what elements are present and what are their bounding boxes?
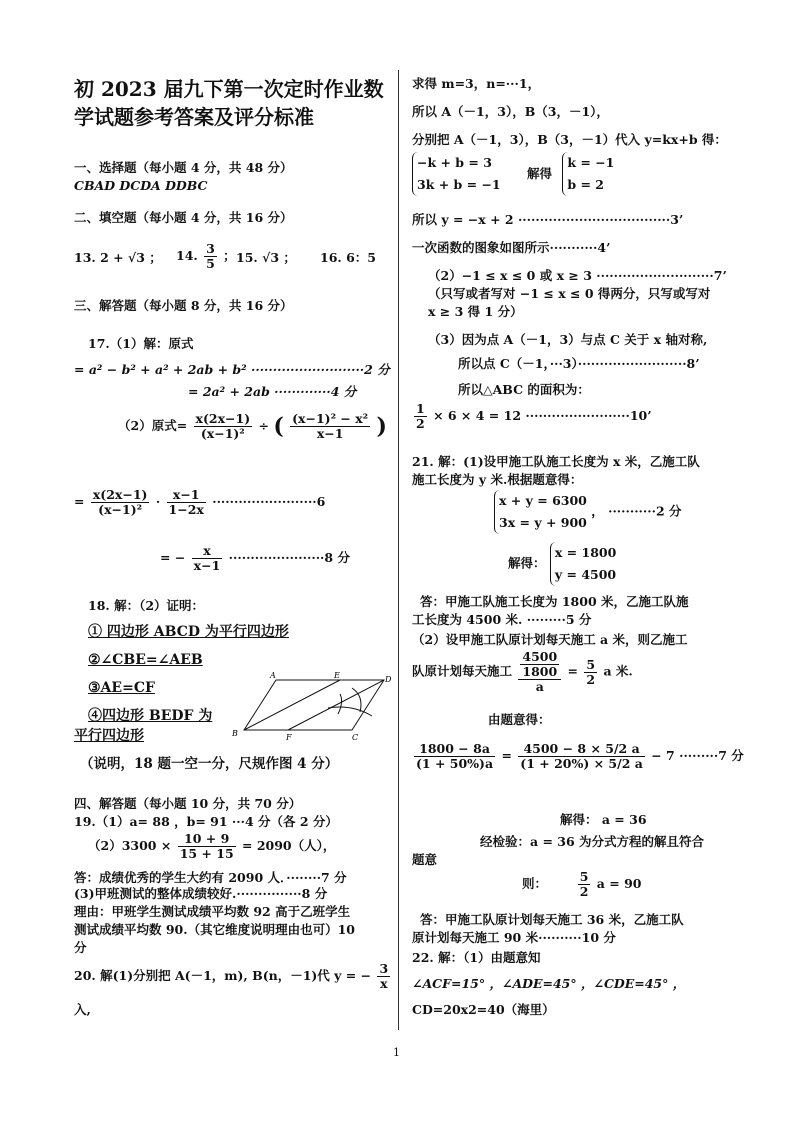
- frac-num: x(2x−1): [195, 411, 251, 426]
- eq: 3k + b = −1: [417, 177, 501, 192]
- r-line-8: x ≥ 3 得 1 分）: [428, 304, 523, 319]
- eq: y = 4500: [554, 567, 617, 582]
- q17-3-frac-2: [167, 488, 206, 517]
- q21-ans-2: 工长度为 4500 米. ·········5 分: [412, 612, 592, 627]
- r-line-6: （2）−1 ≤ x ≤ 0 或 x ≥ 3 ···························7’: [428, 268, 727, 283]
- frac-num: (x−1)² − x²: [292, 411, 369, 426]
- fill-q14: [176, 242, 236, 271]
- q19-2-prefix: （2）3300 ×: [88, 838, 172, 853]
- frac-den: 2: [416, 416, 425, 431]
- eq: −k + b = 3: [417, 155, 492, 170]
- q17-1: 17.（1）解：原式: [88, 336, 194, 351]
- q17-2: [118, 412, 387, 441]
- five-half-frac: [584, 658, 597, 687]
- q19-2: [88, 832, 335, 861]
- r12-tail: × 6 × 4 = 12 ························10’: [433, 408, 652, 423]
- q14-den: 5: [206, 256, 215, 271]
- r-line-7: （只写或者写对 −1 ≤ x ≤ 0 得两分，只写或写对: [428, 286, 711, 301]
- paren-open: (: [273, 413, 284, 440]
- fill-q13: 13. 2 + √3 ；: [74, 250, 162, 265]
- q18-item-1: ① 四边形 ABCD 为平行四边形: [88, 624, 289, 640]
- q19-2-tail: = 2090（人），: [242, 838, 336, 853]
- r-line-3: 分别把 A（－1，3），B（3，－1）代入 y=kx+b 得：: [412, 132, 727, 147]
- q17-line2: = 2a² + 2ab ·············4 分: [188, 384, 357, 399]
- q17-4-prefix: = −: [160, 550, 186, 565]
- section-fill: 二、填空题（每小题 4 分，共 16 分）: [74, 210, 293, 225]
- q21-line-1: 21. 解：(1)设甲施工队施工长度为 x 米，乙施工队: [412, 454, 700, 469]
- q17-3-frac-1: [91, 488, 150, 517]
- sys4-label: 解得：: [508, 555, 546, 571]
- q22-line-3: CD=20x2=40（海里）: [412, 1002, 555, 1017]
- frac-num: 10 + 9: [178, 832, 236, 847]
- q22-line-2: ∠ACF=15° ，∠ADE=45° ，∠CDE=45° ，: [412, 976, 686, 991]
- frac-den: 1−2x: [168, 502, 204, 517]
- q21-p2-2-text: 队原计划每天施工: [412, 663, 513, 679]
- fill-q16: 16. 6：5: [320, 250, 376, 265]
- eq: k = −1: [567, 155, 615, 170]
- section-solve-2: 四、解答题（每小题 10 分，共 70 分）: [74, 796, 302, 811]
- q18-header: 18. 解：（2）证明：: [88, 598, 205, 613]
- q18-item-2: ②∠CBE=∠AEB: [88, 652, 203, 668]
- frac-den: 2: [586, 671, 596, 687]
- frac-den: (1 + 20%) × 5/2 a: [520, 756, 643, 771]
- q14-num: 3: [206, 241, 215, 256]
- choice-answers: CBAD DCDA DDBC: [74, 178, 208, 193]
- equals-sign: =: [567, 663, 579, 679]
- frac-num: x(2x−1): [92, 487, 148, 502]
- frac-den: 15 + 15: [179, 846, 234, 861]
- q17-4-tail: ······················8 分: [228, 550, 350, 565]
- q21-solution: 解得： a = 36: [560, 812, 647, 827]
- q17-2-label: （2）原式=: [118, 418, 188, 433]
- frac-num: 5: [579, 869, 589, 884]
- divide-sign: ÷: [258, 418, 269, 433]
- q17-3: [74, 488, 325, 517]
- q21-p2-3: 由题意得：: [488, 712, 551, 727]
- segment-be: [244, 680, 340, 730]
- q19-3: (3)甲班测试的整体成绩较好.···············8 分: [74, 886, 328, 901]
- q19-reason-1: 理由：甲班学生测试成绩平均数 92 高于乙班学生: [74, 904, 351, 919]
- then-tail: a = 90: [596, 876, 642, 891]
- frac-num: 5: [586, 656, 596, 672]
- frac-den: 2: [579, 884, 589, 899]
- equals-sign: =: [74, 494, 85, 509]
- q19-reason-2: 测试成绩平均数 90.（其它维度说明理由也可）10: [74, 922, 355, 937]
- inner-frac: [520, 650, 559, 679]
- label-e: E: [334, 672, 340, 680]
- r-line-1: 求得 m=3，n=···1，: [412, 76, 541, 91]
- q20-text: 20. 解(1)分别把 A(－1，m), B(n，－1)代 y = −: [74, 968, 372, 983]
- complex-frac-num: [518, 650, 561, 680]
- half-frac: [414, 402, 427, 431]
- then-prefix: 则：: [522, 876, 548, 891]
- q21-equation: [412, 742, 744, 771]
- dot-sign: ·: [155, 494, 161, 509]
- parallelogram-figure: [232, 672, 392, 742]
- q21-p2-tail: a 米.: [603, 663, 633, 679]
- frac-den: 1800: [522, 664, 558, 679]
- label-c: C: [352, 733, 359, 742]
- r-line-2: 所以 A（－1，3），B（3，－1），: [412, 104, 609, 119]
- system-1: [412, 152, 614, 196]
- eq-right-frac: [518, 742, 645, 771]
- q17-line1: = a² − b² + a² + 2ab + b² ··························2 分: [74, 362, 390, 377]
- label-d: D: [385, 675, 392, 684]
- column-divider: [398, 70, 399, 1030]
- frac-den: (x−1)²: [200, 426, 245, 441]
- title-line-1: 初 2023 届九下第一次定时作业数: [74, 77, 384, 101]
- r-line-11: 所以△ABC 的面积为：: [458, 382, 590, 397]
- frac-num: 4500: [522, 649, 558, 664]
- section-solve: 三、解答题（每小题 8 分，共 16 分）: [74, 298, 293, 313]
- q21-then: [522, 870, 641, 899]
- eq: x = 1800: [554, 545, 617, 560]
- label-f: F: [286, 733, 292, 742]
- q17-4-frac: [192, 544, 223, 573]
- eq: b = 2: [567, 177, 604, 192]
- q21-p2-1: （2）设甲施工队原计划每天施工 a 米，则乙施工: [412, 632, 688, 647]
- eq: 3x = y + 900: [499, 515, 587, 530]
- eq: x + y = 6300: [499, 493, 587, 508]
- label-a: A: [270, 672, 276, 680]
- eq-tail: − 7 ·········7 分: [651, 748, 744, 763]
- r-line-4: 所以 y = −x + 2 ···································3’: [412, 212, 684, 227]
- q21-ans-1: 答：甲施工队施工长度为 1800 米，乙施工队施: [420, 594, 689, 609]
- r-line-10: 所以点 C（－1，···3）·························8’: [458, 356, 700, 371]
- frac-num: x: [192, 544, 223, 559]
- sys3-tail: ， ···········2 分: [591, 503, 682, 519]
- frac-den: a: [535, 679, 544, 694]
- section-choice: 一、选择题（每小题 4 分，共 48 分）: [74, 160, 293, 175]
- q19-2-frac: [178, 832, 236, 861]
- frac-num: 3: [379, 961, 389, 976]
- brace-4: [550, 542, 616, 586]
- segment-fd: [288, 680, 384, 730]
- q14-tail: ；: [223, 248, 236, 263]
- frac-num: x−1: [167, 488, 206, 503]
- page-number: 1: [393, 1046, 400, 1059]
- q14-label: 14.: [176, 248, 198, 263]
- equals-sign: =: [501, 748, 512, 763]
- r-line-12: [412, 402, 652, 431]
- q19-answer: 答：成绩优秀的学生大约有 2090 人．········7 分: [74, 870, 347, 885]
- title-line-2: 学试题参考答案及评分标准: [74, 105, 314, 129]
- parallelogram-abcd: [244, 680, 384, 730]
- r-line-9: （3）因为点 A（－1，3）与点 C 关于 x 轴对称,: [428, 332, 708, 347]
- q18-note: （说明，18 题一空一分，尺规作图 4 分）: [80, 756, 339, 772]
- system-4: [508, 542, 616, 586]
- brace-2: [562, 152, 614, 196]
- q17-2-frac-a: [194, 412, 253, 441]
- frac-den: (1 + 50%)a: [416, 756, 494, 771]
- q17-4: [160, 544, 350, 573]
- q21-final-1: 答：甲施工队原计划每天施工 36 米，乙施工队: [420, 912, 684, 927]
- system-3: [494, 490, 682, 534]
- frac-num: 1: [416, 401, 425, 416]
- solve-word: 解得: [526, 165, 552, 181]
- q21-p2-2: [412, 650, 633, 694]
- q21-check-2: 题意: [412, 852, 438, 867]
- frac-den: x−1: [193, 558, 221, 573]
- brace-1: [412, 152, 501, 196]
- frac-den: (x−1)²: [98, 502, 143, 517]
- q17-3-tail: ························6: [212, 494, 326, 509]
- q21-line-2: 施工长度为 y 米.根据题意得：: [412, 472, 583, 487]
- q18-item-4a: ④四边形 BEDF 为: [88, 708, 213, 724]
- frac-den: x: [380, 976, 388, 991]
- q21-check-1: 经检验：a = 36 为分式方程的解且符合: [480, 834, 705, 849]
- q17-2-frac-b: [290, 412, 370, 441]
- q22-line-1: 22. 解：（1）由题意知: [412, 950, 541, 965]
- q20-line-2: 入,: [74, 1002, 91, 1017]
- q18-item-3: ③AE=CF: [88, 680, 155, 696]
- q18-item-4b: 平行四边形: [74, 728, 144, 744]
- then-frac: [578, 870, 591, 899]
- eq-left-frac: [414, 742, 495, 771]
- complex-frac: [518, 650, 561, 694]
- r-line-5: 一次函数的图象如图所示···········4’: [412, 240, 611, 255]
- q21-final-2: 原计划每天施工 90 米··········10 分: [412, 930, 616, 945]
- q20-line-1: [74, 962, 392, 991]
- q19-reason-3: 分: [74, 940, 87, 955]
- fill-q15: 15. √3 ；: [236, 250, 296, 265]
- q14-fraction: [204, 242, 217, 271]
- brace-3: [494, 490, 587, 534]
- paren-close: ): [376, 413, 387, 440]
- q19-1: 19.（1）a= 88 ，b= 91 ···4 分（各 2 分）: [74, 814, 338, 829]
- label-b: B: [232, 729, 238, 738]
- q20-frac: [377, 962, 390, 991]
- frac-den: x−1: [316, 426, 344, 441]
- frac-num: 1800 − 8a: [414, 742, 495, 757]
- frac-num: 4500 − 8 × 5/2 a: [518, 742, 645, 757]
